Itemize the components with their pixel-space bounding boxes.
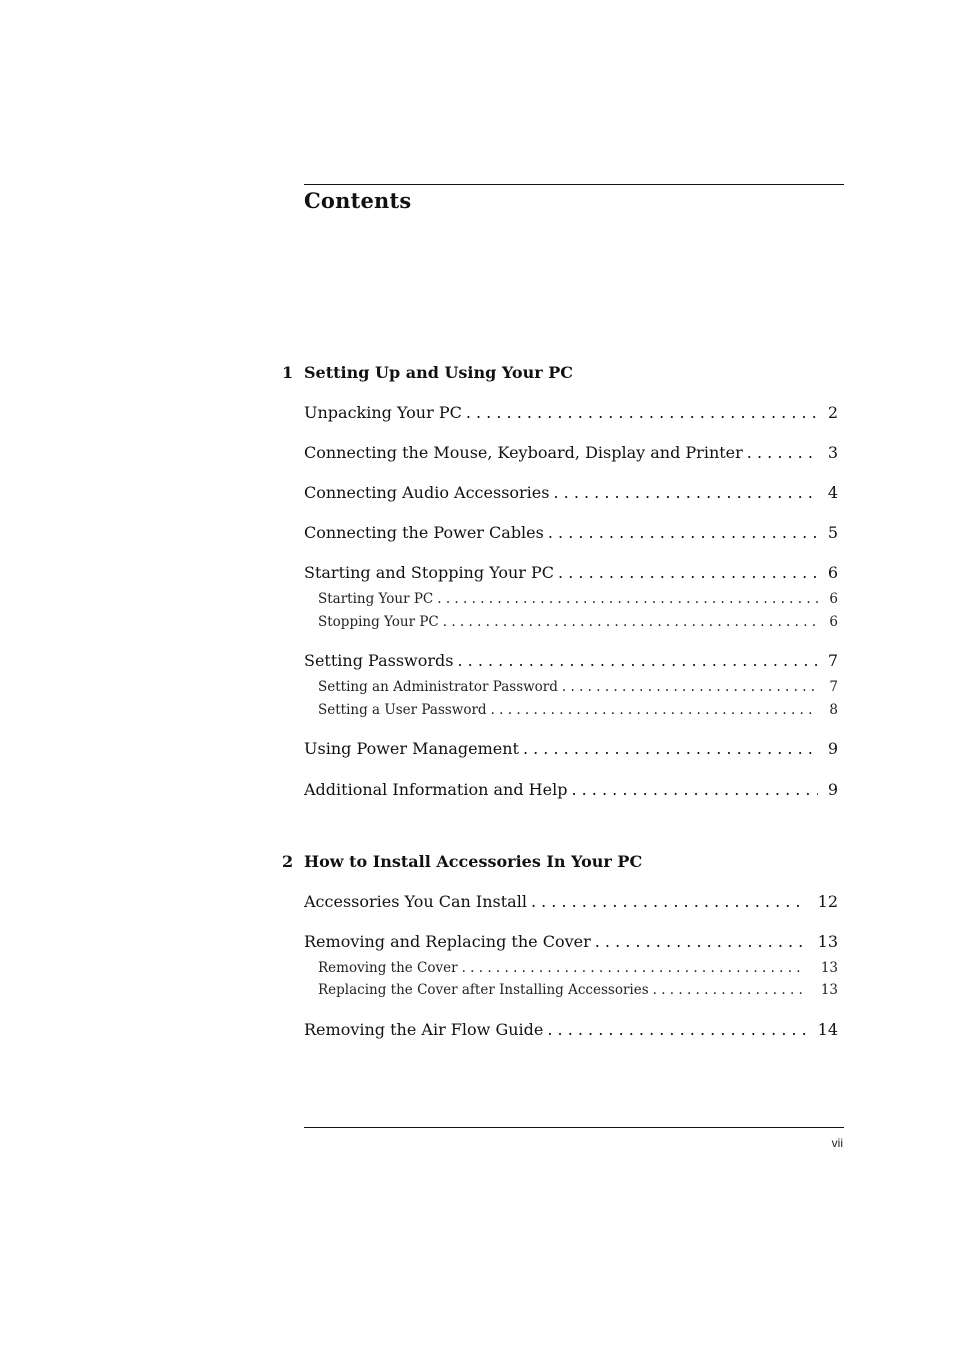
toc-entry-label: Additional Information and Help (304, 780, 568, 799)
toc-entry-page: 7 (827, 651, 838, 670)
toc-entry-page: 3 (827, 443, 838, 462)
toc-entry-label: Stopping Your PC (318, 614, 439, 630)
dot-leader (491, 702, 818, 718)
chapter-number: 1 (282, 363, 294, 382)
toc-entry-label: Removing the Air Flow Guide (304, 1020, 544, 1039)
toc-subentry-admin-password[interactable] (318, 679, 838, 695)
toc-entry-label: Accessories You Can Install (304, 892, 527, 911)
toc-entry-air-flow-guide[interactable] (304, 1020, 838, 1039)
toc-entry-unpacking[interactable] (304, 403, 838, 422)
toc-entry-connecting-audio[interactable] (304, 483, 838, 502)
toc-subentry-starting[interactable] (318, 591, 838, 607)
toc-entry-label: Unpacking Your PC (304, 403, 462, 422)
dot-leader (562, 679, 818, 695)
toc-entry-page: 13 (817, 932, 838, 951)
bottom-rule (304, 1127, 844, 1128)
dot-leader (548, 523, 818, 542)
toc-entry-removing-replacing-cover[interactable] (304, 932, 838, 951)
dot-leader (653, 982, 806, 998)
chapter-number: 2 (282, 852, 294, 871)
toc-entry-label: Removing and Replacing the Cover (304, 932, 591, 951)
chapter-2-heading[interactable] (282, 852, 642, 871)
dot-leader (437, 591, 818, 607)
dot-leader (547, 1020, 806, 1039)
chapter-1-heading[interactable] (282, 363, 573, 382)
toc-entry-page: 4 (827, 483, 838, 502)
toc-entry-page: 6 (829, 591, 838, 607)
dot-leader (747, 443, 818, 462)
toc-entry-page: 6 (829, 614, 838, 630)
dot-leader (595, 932, 806, 951)
dot-leader (558, 563, 818, 582)
toc-entry-accessories[interactable] (304, 892, 838, 911)
toc-entry-label: Connecting the Power Cables (304, 523, 544, 542)
toc-entry-label: Replacing the Cover after Installing Accessories (318, 982, 649, 998)
toc-entry-page: 6 (827, 563, 838, 582)
toc-entry-label: Removing the Cover (318, 960, 458, 976)
toc-subentry-stopping[interactable] (318, 614, 838, 630)
dot-leader (523, 739, 818, 758)
toc-subentry-replacing-cover[interactable] (318, 982, 838, 998)
toc-entry-page: 13 (820, 982, 838, 998)
toc-entry-page: 5 (827, 523, 838, 542)
toc-entry-page: 9 (827, 780, 838, 799)
toc-entry-page: 14 (817, 1020, 838, 1039)
toc-entry-power-management[interactable] (304, 739, 838, 758)
toc-entry-page: 2 (827, 403, 838, 422)
toc-entry-label: Starting Your PC (318, 591, 434, 607)
chapter-title: Setting Up and Using Your PC (304, 363, 573, 382)
toc-entry-page: 7 (829, 679, 838, 695)
dot-leader (553, 483, 818, 502)
toc-entry-power-cables[interactable] (304, 523, 838, 542)
toc-entry-page: 12 (817, 892, 838, 911)
dot-leader (457, 651, 818, 670)
toc-entry-label: Connecting the Mouse, Keyboard, Display and Printer (304, 443, 743, 462)
top-rule (304, 184, 844, 185)
toc-entry-passwords[interactable] (304, 651, 838, 670)
dot-leader (571, 780, 818, 799)
toc-entry-connecting-mouse[interactable] (304, 443, 838, 462)
toc-subentry-removing-cover[interactable] (318, 960, 838, 976)
dot-leader (466, 403, 818, 422)
toc-entry-page: 8 (829, 702, 838, 718)
dot-leader (531, 892, 806, 911)
dot-leader (462, 960, 806, 976)
dot-leader (443, 614, 818, 630)
toc-subentry-user-password[interactable] (318, 702, 838, 718)
toc-entry-label: Setting Passwords (304, 651, 454, 670)
toc-entry-label: Setting a User Password (318, 702, 487, 718)
toc-entry-label: Using Power Management (304, 739, 519, 758)
toc-entry-label: Starting and Stopping Your PC (304, 563, 555, 582)
toc-entry-page: 13 (820, 960, 838, 976)
toc-entry-page: 9 (827, 739, 838, 758)
toc-entry-label: Setting an Administrator Password (318, 679, 558, 695)
toc-entry-additional-info[interactable] (304, 780, 838, 799)
toc-entry-starting-stopping[interactable] (304, 563, 838, 582)
chapter-title: How to Install Accessories In Your PC (304, 852, 643, 871)
toc-entry-label: Connecting Audio Accessories (304, 483, 550, 502)
page-title: Contents (304, 188, 412, 213)
page-number: vii (831, 1136, 843, 1150)
